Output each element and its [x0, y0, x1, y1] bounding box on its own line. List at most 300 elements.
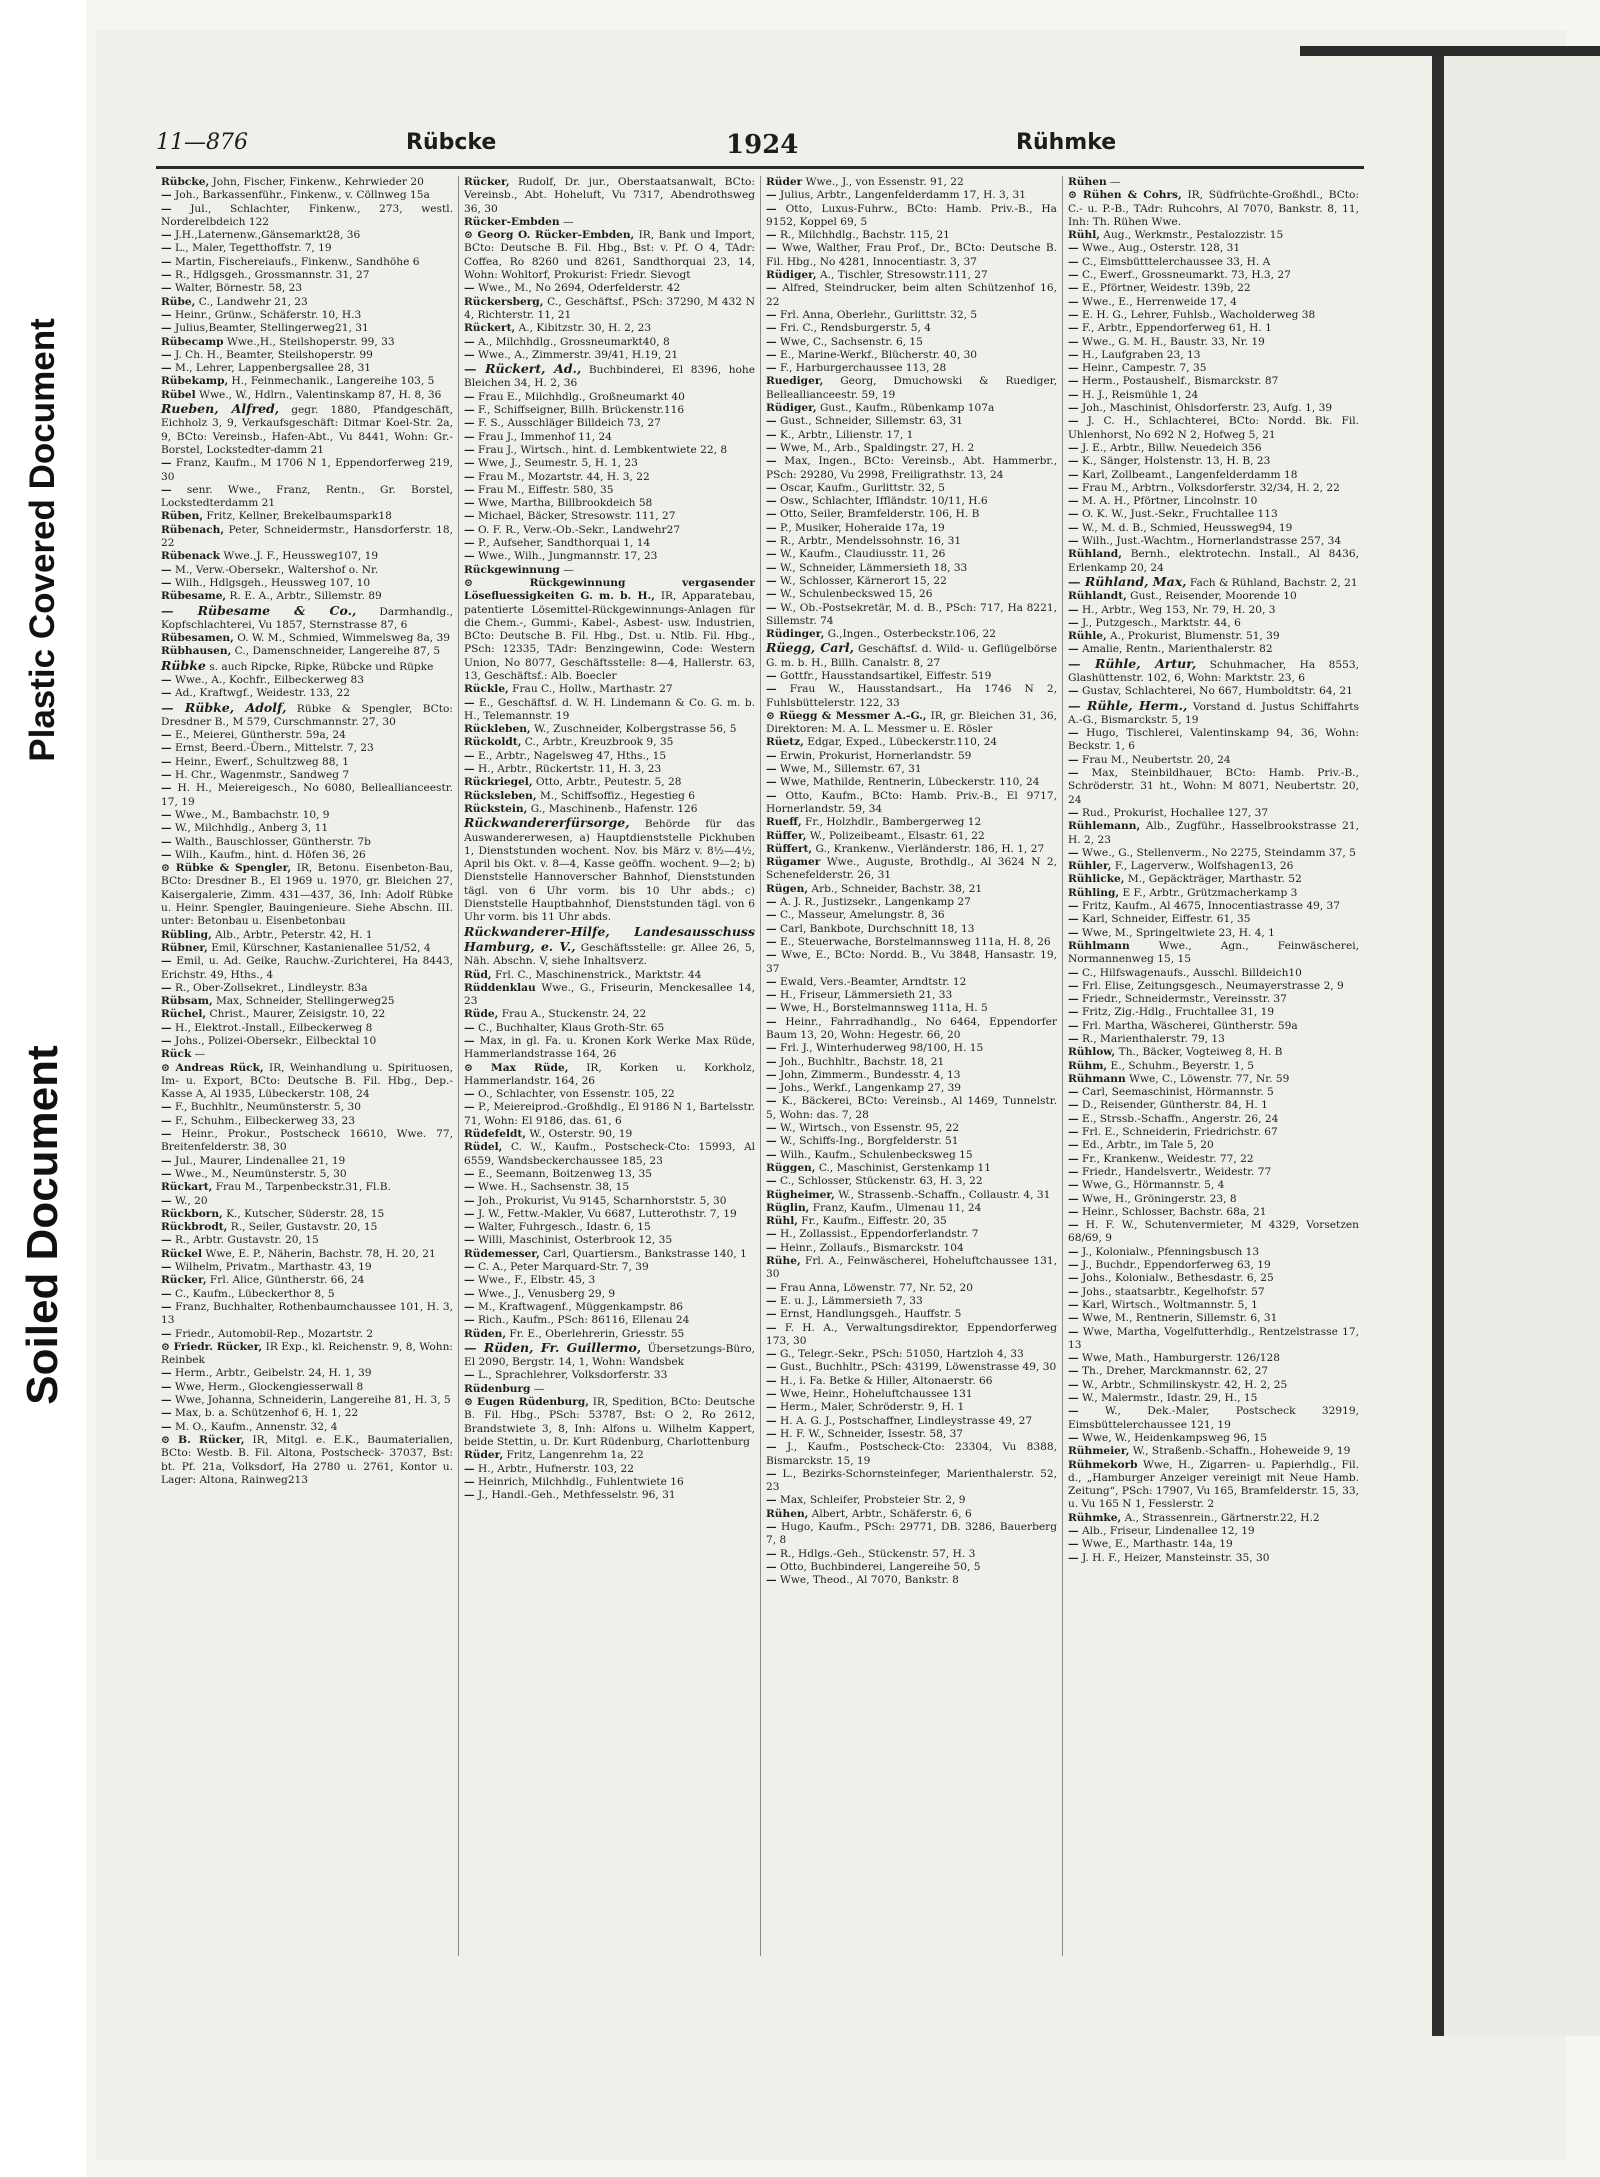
entry-details: Wwe, Heinr., Hoheluftchaussee 131 — [779, 1388, 973, 1401]
entry-name: ⊙ Rüegg & Messmer A.-G., — [766, 709, 927, 722]
entry-details: Wwe, Walther, Frau Prof., Dr., BCto: Deutsche B. Fil. Hbg., No 4281, Innocentiastr. 3, 37 — [766, 242, 1057, 268]
entry-details: W., Ob.-Postsekretär, M. d. B., PSch: 717, Ha 8221, Sillemstr. 74 — [766, 601, 1057, 627]
directory-entry — [766, 1242, 1057, 1255]
entry-details: IR, Apparatebau, patentierte Lösemittel-Rückgewinnungs-Anlagen für die Chem.-, Gummi-, Kabel-, Asbest- usw. Industrien, BCto: Deutsche B. Fil. Hbg., Dst. u. Ntlb. Fil. Hbg., PSch: 12335, TAdr: Benzingewinn, Code: Western Union, No 8077, Geschäftsstelle: 8—4, Hallerstr. 63, 13, Geschäftsf.: Alb. Boecler — [464, 590, 756, 682]
entry-name: — — [1068, 1312, 1079, 1325]
entry-name: Rühl, — [766, 1215, 798, 1228]
entry-name: — — [161, 1194, 172, 1207]
entry-name: Rückle, — [464, 683, 509, 696]
entry-details: Fritz, Zig.-Hdlg., Fruchtallee 31, 19 — [1081, 1006, 1275, 1019]
directory-entry — [1068, 189, 1359, 229]
directory-entry — [464, 1449, 755, 1462]
entry-name: — — [1068, 727, 1079, 740]
entry-details: R., Milchhdlg., Bachstr. 115, 21 — [779, 229, 950, 242]
entry-name: Rühling, — [1068, 886, 1120, 899]
entry-name: — — [766, 909, 777, 922]
entry-details: Julius, Arbtr., Langenfelderdamm 17, H. 3, 31 — [779, 189, 1027, 202]
entry-details: Heinr., Zollaufs., Bismarckstr. 104 — [779, 1241, 964, 1254]
entry-name: — — [766, 348, 777, 361]
entry-details: Frau J., Wirtsch., hint. d. Lembkentwiete 22, 8 — [477, 443, 728, 456]
entry-details: Wilhelm, Privatm., Marthastr. 43, 19 — [174, 1261, 372, 1274]
directory-entry — [1068, 1538, 1359, 1551]
directory-entry — [161, 309, 453, 322]
directory-entry — [161, 1394, 453, 1407]
entry-name: — — [464, 1021, 475, 1034]
entry-details: Max, Schneider, Stellingerweg25 — [216, 995, 395, 1008]
entry-name: — — [766, 322, 777, 335]
directory-entry — [464, 229, 755, 282]
entry-name: — — [1068, 1551, 1079, 1564]
directory-entry — [1068, 256, 1359, 269]
directory-entry — [161, 729, 453, 742]
entry-details: Otto, Luxus-Fuhrw., BCto: Hamb. Priv.-B., Ha 9152, Koppel 69, 5 — [766, 202, 1057, 228]
entry-name: — — [766, 1148, 777, 1161]
entry-details: Wwe., J., Venusberg 29, 9 — [477, 1287, 616, 1300]
directory-entry — [1068, 1392, 1359, 1405]
entry-details: Frl. A., Feinwäscherei, Hoheluftchaussee 131, 30 — [766, 1255, 1057, 1281]
entry-name: Rueben, Alfred, — [161, 401, 280, 417]
entry-name: — — [1068, 521, 1079, 534]
entry-name: — — [1068, 255, 1079, 268]
entry-details: Wwe, H., Borstelmannsweg 111a, H. 5 — [779, 1002, 988, 1015]
entry-details: Wwe., Agn., Feinwäscherei, Normannenweg 15, 15 — [1068, 939, 1359, 966]
entry-details: Frl. Anna, Oberlehr., Gurlittstr. 32, 5 — [779, 308, 978, 321]
directory-entry — [161, 242, 453, 255]
directory-entry — [161, 687, 453, 700]
directory-entry — [1068, 630, 1359, 643]
entry-name: — — [1068, 1205, 1079, 1218]
entry-name: — — [464, 763, 475, 776]
entry-name: Rück — [161, 1048, 192, 1061]
directory-entry — [464, 1288, 755, 1301]
entry-name: Rühlicke, — [1068, 873, 1125, 886]
entry-name: — — [161, 729, 172, 742]
directory-entry — [161, 849, 453, 862]
entry-details: Albert, Arbtr., Schäferstr. 6, 6 — [811, 1507, 972, 1520]
entry-name: — — [161, 755, 172, 768]
entry-details: Joh., Prokurist, Vu 9145, Scharnhorststr. 5, 30 — [477, 1194, 727, 1207]
entry-details: — — [1110, 176, 1121, 188]
directory-entry — [161, 782, 453, 809]
entry-details: C., Ewerf., Grossneumarkt. 73, H.3, 27 — [1081, 269, 1291, 282]
directory-entry — [1068, 1552, 1359, 1565]
directory-column-2 — [458, 176, 760, 1956]
entry-details: Wilh., Kaufm., hint. d. Höfen 36, 26 — [174, 848, 366, 861]
entry-details: R., Arbtr. Gustavstr. 20, 15 — [174, 1234, 319, 1247]
entry-name: Rühmann — [1068, 1072, 1126, 1085]
entry-details: W., Zuschneider, Kolbergstrasse 56, 5 — [533, 723, 737, 736]
entry-name: — — [464, 510, 475, 523]
entry-details: Joh., Maschinist, Ohlsdorferstr. 23, Aufg. 1, 39 — [1081, 402, 1333, 415]
entry-name: — — [766, 495, 777, 508]
directory-entry — [766, 1228, 1057, 1241]
entry-details: C., Schlosser, Stückenstr. 63, H. 3, 22 — [779, 1175, 983, 1188]
entry-name: — — [161, 202, 172, 215]
entry-details: Heinr., Fahrradhandlg., No 6464, Eppendorfer Baum 13, 20, Wohn: Hegestr. 66, 20 — [766, 1015, 1057, 1041]
entry-details: Franz, Buchhalter, Rothenbaumchaussee 101, H. 3, 13 — [161, 1300, 454, 1327]
entry-details: Darmhandlg., Kopfschlachterei, Vu 1857, Sternstrasse 87, 6 — [161, 605, 453, 631]
entry-name: — — [1068, 1365, 1079, 1378]
entry-name: Rühl, — [1068, 229, 1100, 242]
entry-name: — — [1068, 322, 1079, 335]
directory-entry — [1068, 269, 1359, 282]
entry-details: Wwe, M., Sillemstr. 67, 31 — [779, 763, 922, 776]
entry-name: — — [1068, 308, 1079, 321]
directory-entry — [1068, 727, 1359, 754]
directory-entry — [161, 822, 453, 835]
entry-details: Heinr., Schlosser, Bachstr. 68a, 21 — [1081, 1205, 1267, 1218]
entry-details: Frl. E., Schneiderin, Friedrichstr. 67 — [1081, 1126, 1278, 1139]
directory-entry — [1068, 1405, 1359, 1432]
entry-details: Max, Ingen., BCto: Vereinsb., Abt. Hammerbr., PSch: 29280, Vu 2998, Freiligrathstr. 13, 24 — [766, 455, 1057, 481]
entry-name: — — [161, 687, 172, 700]
entry-name: — — [766, 1374, 777, 1387]
directory-entry — [1068, 1193, 1359, 1206]
entry-details: Wwe., Auguste, Brothdlg., Al 3624 N 2, Schenefelderstr. 26, 31 — [766, 856, 1057, 882]
directory-entry — [1068, 1246, 1359, 1259]
entry-name: — — [1068, 535, 1079, 548]
entry-name: — — [464, 443, 475, 456]
directory-entry — [1068, 1272, 1359, 1285]
directory-entry — [1068, 1379, 1359, 1392]
entry-name: — — [766, 242, 777, 255]
entry-name: — — [1068, 1431, 1079, 1444]
entry-details: IR, Weinhandlung u. Spirituosen, Im- u. Export, BCto: Deutsche B. Fil. Hbg., Dep.-Kasse A, Al 1935, Lübeckerstr. 108, 24 — [161, 1061, 454, 1101]
directory-entry — [161, 229, 453, 242]
entry-details: Christ., Maurer, Zeisigstr. 10, 22 — [209, 1008, 386, 1021]
directory-entry — [766, 856, 1057, 883]
entry-details: F., Schuhm., Eilbeckerweg 33, 23 — [174, 1114, 356, 1127]
entry-details: Fach & Rühland, Bachstr. 2, 21 — [1189, 576, 1358, 589]
entry-details: H. F. W., Schneider, Issestr. 58, 37 — [779, 1427, 964, 1440]
entry-name: — — [161, 1101, 172, 1114]
directory-entry — [1068, 913, 1359, 926]
directory-entry — [161, 982, 453, 995]
directory-entry — [464, 1208, 755, 1221]
entry-details: Wwe., F., Elbstr. 45, 3 — [477, 1274, 596, 1287]
directory-entry — [1068, 1166, 1359, 1179]
directory-entry — [464, 577, 755, 683]
directory-entry — [1068, 1046, 1359, 1059]
entry-name: — — [161, 1035, 172, 1047]
directory-entry — [766, 602, 1057, 629]
directory-entry — [766, 362, 1057, 375]
entry-details: — — [533, 1382, 545, 1395]
entry-details: H., Arbtr., Weg 153, Nr. 79, H. 20, 3 — [1081, 603, 1276, 616]
entry-name: Rüdinger, — [766, 628, 825, 641]
entry-details: Carl, Bankbote, Durchschnitt 18, 13 — [779, 922, 975, 935]
entry-details: E., Arbtr., Nagelsweg 47, Hths., 15 — [477, 749, 667, 762]
directory-entry — [1068, 495, 1359, 508]
directory-entry — [766, 1135, 1057, 1148]
directory-entry — [766, 1308, 1057, 1321]
directory-entry — [1068, 1099, 1359, 1112]
directory-entry — [1068, 535, 1359, 548]
entry-name: — — [1068, 295, 1079, 308]
directory-entry — [1068, 1219, 1359, 1246]
entry-name: — — [766, 561, 777, 574]
directory-entry — [1068, 927, 1359, 940]
entry-name: Rühland, — [1068, 548, 1122, 561]
entry-name: Rübling, — [161, 928, 212, 941]
directory-entry — [766, 989, 1057, 1002]
directory-entry — [1068, 375, 1359, 388]
directory-entry — [1068, 389, 1359, 402]
entry-details: Wwe, E., Marthastr. 14a, 19 — [1081, 1538, 1233, 1551]
page-number: 11—876 — [156, 130, 248, 155]
entry-details: C., Buchhalter, Klaus Groth-Str. 65 — [477, 1021, 665, 1034]
entry-details: Wwe, W., Heidenkampsweg 96, 15 — [1081, 1431, 1268, 1444]
entry-details: Rud., Prokurist, Hochallee 127, 37 — [1081, 806, 1269, 819]
entry-details: J., Buchdr., Eppendorferweg 63, 19 — [1081, 1259, 1271, 1272]
entry-name: — — [1068, 269, 1079, 282]
entry-name: — — [464, 1194, 475, 1207]
entry-details: Frau M., Eiffestr. 580, 35 — [477, 483, 614, 496]
entry-details: Wwe, Mathilde, Rentnerin, Lübeckerstr. 110, 24 — [779, 776, 1040, 789]
entry-name: Rüde, — [464, 1008, 499, 1021]
entry-name: Rübcke, — [161, 176, 210, 188]
directory-entry — [161, 632, 453, 645]
entry-details: C., Arbtr., Kreuzbrook 9, 35 — [524, 736, 674, 749]
entry-name: — — [1068, 753, 1079, 766]
directory-entry — [464, 1341, 755, 1370]
directory-entry — [161, 590, 453, 603]
entry-name: — — [766, 1494, 777, 1507]
entry-name: — — [161, 576, 172, 589]
entry-details: W., Schulenbeckswed 15, 26 — [779, 588, 933, 601]
scan-sidebar — [0, 0, 86, 2177]
entry-name: Rühm, — [1068, 1059, 1108, 1072]
directory-entry — [1068, 508, 1359, 521]
entry-details: C., Masseur, Amelungstr. 8, 36 — [779, 909, 945, 922]
directory-entry — [464, 1369, 755, 1382]
entry-details: Wwe, M., Springeltwiete 23, H. 4, 1 — [1081, 926, 1275, 939]
entry-details: Wwe., M., Bambachstr. 10, 9 — [174, 808, 330, 821]
entry-details: Wwe., W., Hdlrn., Valentinskamp 87, H. 8, 36 — [199, 388, 442, 401]
entry-name: — — [1068, 1099, 1079, 1112]
entry-details: Geschäftsstelle: gr. Allee 26, 5, Näh. Abschn. V, siehe Inhaltsverz. — [464, 941, 755, 968]
entry-name: — — [766, 229, 777, 242]
entry-details: Alb., Arbtr., Peterstr. 42, H. 1 — [215, 928, 373, 941]
entry-details: Heinr., Grünw., Schäferstr. 10, H.3 — [174, 308, 362, 321]
directory-entry — [1068, 362, 1359, 375]
entry-details: P., Meiereiprod.-Großhdlg., El 9186 N 1, Bartelsstr. 71, Wohn: El 9186, das. 61, 6 — [464, 1101, 755, 1127]
entry-details: Johs., Polizei-Obersekr., Eilbecktal 10 — [174, 1035, 377, 1047]
entry-name: — — [161, 1287, 172, 1300]
entry-name: — — [161, 1261, 172, 1274]
directory-entry — [766, 923, 1057, 936]
directory-entry — [464, 404, 755, 417]
entry-details: IR, Spedition, BCto: Deutsche B. Fil. Hbg., PSch: 53787, Bst: O 2, Ro 2612, Brandstwiete 3, 8, Inh: Alfons u. Wilhelm Kappert, beide Stettin, u. Dr. Kurt Rüdenburg, Charlottenburg — [464, 1396, 756, 1448]
entry-details: M., Verw.-Obersekr., Waltershof o. Nr. — [174, 563, 379, 576]
entry-name: — — [464, 1287, 475, 1300]
entry-details: H., Arbtr., Rückertstr. 11, H. 3, 23 — [477, 763, 662, 776]
entry-name: — — [766, 189, 777, 202]
directory-entry — [161, 1234, 453, 1247]
entry-details: E., Seemann, Boitzenweg 13, 35 — [477, 1167, 653, 1180]
entry-name: — — [464, 1088, 475, 1101]
directory-entry — [161, 942, 453, 955]
directory-entry — [161, 269, 453, 282]
entry-name: Ruediger, — [766, 375, 824, 388]
entry-name: — — [161, 1234, 172, 1247]
entry-details: C., Landwehr 21, 23 — [198, 295, 308, 308]
entry-details: H., Arbtr., Hufnerstr. 103, 22 — [477, 1462, 634, 1475]
directory-entry — [161, 256, 453, 269]
directory-entry — [161, 1274, 453, 1287]
entry-details: W., Polizeibeamt., Elsastr. 61, 22 — [809, 829, 985, 842]
entry-details: Hugo, Kaufm., PSch: 29771, DB. 3286, Bauerberg 7, 8 — [766, 1520, 1057, 1547]
entry-name: ⊙ Georg O. Rücker-Embden, — [464, 229, 635, 242]
entry-details: Wwe.,J. F., Heussweg107, 19 — [223, 550, 379, 563]
entry-name: — — [766, 1308, 777, 1321]
entry-name: Rübesamen, — [161, 632, 234, 645]
entry-details: Walter, Fuhrgesch., Idastr. 6, 15 — [477, 1221, 651, 1234]
entry-details: IR Exp., kl. Reichenstr. 9, 8, Wohn: Reinbek — [161, 1340, 453, 1367]
entry-name: — — [766, 1095, 777, 1108]
directory-entry — [161, 1407, 453, 1420]
entry-details: L., Bezirks-Schornsteinfeger, Marienthalerstr. 52, 23 — [766, 1467, 1057, 1494]
directory-entry — [464, 322, 755, 335]
entry-details: Frau M., Neubertstr. 20, 24 — [1081, 753, 1231, 766]
entry-name: — — [1068, 468, 1079, 481]
entry-details: Ernst, Handlungsgeh., Hauffstr. 5 — [779, 1308, 962, 1321]
entry-details: C., Eimsbütttelerchaussee 33, H. A — [1081, 255, 1271, 268]
entry-name: Rückel — [161, 1247, 203, 1260]
entry-name: ⊙ Rückgewinnung vergasender Lösefluessigkeiten G. m. b. H., — [464, 576, 755, 603]
entry-details: M., Schiffsoffiz., Hegestieg 6 — [539, 789, 696, 802]
entry-name: — — [1068, 1352, 1079, 1365]
entry-name: — — [1068, 806, 1079, 819]
entry-details: Peter, Schneidermstr., Hansdorferstr. 18, 22 — [161, 523, 454, 550]
entry-name: Rüddenklau — [464, 981, 536, 994]
entry-details: Wwe, J., Seumestr. 5, H. 1, 23 — [477, 457, 638, 470]
directory-entry — [1068, 1259, 1359, 1272]
entry-name: — — [766, 922, 777, 935]
entry-details: F. S., Ausschläger Billdeich 73, 27 — [477, 417, 661, 430]
entry-details: H., i. Fa. Betke & Hiller, Altonaerstr. 66 — [779, 1374, 993, 1387]
entry-details: R. E. A., Arbtr., Sillemstr. 89 — [229, 590, 382, 603]
entry-details: Th., Dreher, Marckmannstr. 62, 27 — [1081, 1365, 1269, 1378]
entry-name: ⊙ Rühen & Cohrs, — [1068, 189, 1182, 202]
directory-entry — [161, 1035, 453, 1048]
entry-name: — — [1068, 926, 1079, 939]
entry-details: Erwin, Prokurist, Hornerlandstr. 59 — [779, 749, 972, 762]
entry-details: senr. Wwe., Franz, Rentn., Gr. Borstel, Lockstedterdamm 21 — [161, 483, 453, 510]
entry-name: — — [766, 202, 777, 215]
entry-details: W., Milchhdlg., Anberg 3, 11 — [174, 822, 329, 835]
directory-entry — [464, 216, 755, 229]
entry-details: Frau A., Stuckenstr. 24, 22 — [501, 1008, 647, 1021]
entry-name: Rüden, — [464, 1327, 507, 1340]
directory-entry — [464, 1314, 755, 1327]
entry-details: O. K. W., Just.-Sekr., Fruchtallee 113 — [1081, 508, 1278, 521]
directory-entry — [766, 1016, 1057, 1043]
entry-name: — — [161, 1420, 172, 1433]
entry-details: Geschäftsf. d. Wild- u. Geflügelbörse G. m. b. H., Billh. Canalstr. 8, 27 — [766, 643, 1057, 669]
entry-details: A., Prokurist, Blumenstr. 51, 39 — [1110, 630, 1280, 643]
directory-entry — [161, 1181, 453, 1194]
entry-name: — — [1068, 1112, 1079, 1125]
entry-details: Th., Bäcker, Vogteiweg 8, H. B — [1118, 1046, 1283, 1059]
entry-details: Wwe, C., Löwenstr. 77, Nr. 59 — [1129, 1072, 1290, 1085]
entry-name: — — [1068, 1392, 1079, 1405]
entry-details: Fritz, Kaufm., Al 4675, Innocentiastrasse 49, 37 — [1081, 900, 1341, 913]
entry-name: — — [464, 417, 475, 430]
entry-name: — — [161, 673, 172, 686]
directory-entry — [464, 1248, 755, 1261]
directory-entry — [1068, 993, 1359, 1006]
entry-details: Alb., Zugführ., Hasselbrookstrasse 21, H. 2, 23 — [1068, 820, 1359, 846]
directory-entry — [1068, 1512, 1359, 1525]
entry-name: — — [464, 483, 475, 496]
year-heading: 1924 — [726, 130, 799, 160]
directory-entry — [161, 756, 453, 769]
entry-details: Wwe. H., Sachsenstr. 38, 15 — [477, 1181, 630, 1194]
directory-entry — [1068, 767, 1359, 807]
entry-details: Ad., Kraftwgf., Weidestr. 133, 22 — [174, 687, 350, 700]
directory-entry — [161, 362, 453, 375]
entry-details: Übersetzungs-Büro, El 2090, Bergstr. 14, 1, Wohn: Wandsbek — [464, 1342, 756, 1369]
entry-name: Rügamer — [766, 856, 821, 869]
entry-details: G., Telegr.-Sekr., PSch: 51050, Hartzloh 4, 33 — [779, 1348, 1024, 1361]
entry-name: — Rückert, Ad., — [464, 361, 582, 377]
directory-entry — [161, 1115, 453, 1128]
entry-details: A., Strassenrein., Gärtnerstr.22, H.2 — [1124, 1511, 1320, 1524]
entry-details: H., Elektrot.-Install., Eilbeckerweg 8 — [174, 1021, 373, 1034]
entry-name: — — [766, 776, 777, 789]
entry-details: Fritz, Kellner, Brekelbaumspark18 — [206, 510, 392, 523]
entry-name: Rückwanderer-Hilfe, Landesausschuss Hamburg, e. V., — [464, 923, 755, 954]
entry-details: Wwe, H., Zigarren- u. Papierhdlg., Fil. d., „Hamburger Anzeiger vereinigt mit Neue Hamb. Zeitung“, PSch: 17907, Vu 165, Bramfelderstr. 15, 33, u. Vu 165 N 1, Fesslerstr. 2 — [1068, 1458, 1360, 1511]
entry-details: Fr. E., Oberlehrerin, Griesstr. 55 — [509, 1327, 685, 1340]
directory-entry — [1068, 900, 1359, 913]
directory-entry — [464, 736, 755, 749]
directory-entry — [1068, 604, 1359, 617]
directory-entry — [464, 816, 755, 924]
directory-entry — [464, 431, 755, 444]
entry-name: — — [1068, 979, 1079, 992]
entry-details: Ewald, Vers.-Beamter, Arndtstr. 12 — [779, 975, 967, 988]
entry-details: J. C. H., Schlachterei, BCto: Nordd. Bk. Fil. Uhlenhorst, No 692 N 2, Hofweg 5, 21 — [1068, 415, 1359, 441]
entry-details: Behörde für das Auswandererwesen, a) Hauptdienststelle Pickhuben 1, Dienststunden wochent. Nov. bis März v. 8½—4½, April bis Okt. v. 8—4, Kasse geöffn. wochent. 9—2; b) Dienststelle Hannoverscher Bahnhof, Dienststunden tägl. von 6 Uhr vorm. bis 10 Uhr abds.; c) Dienststelle Hauptbahnhof, Dienststunden tägl. von 6 Uhr vorm. bis 11 Uhr abds. — [464, 818, 755, 924]
directory-entry — [766, 1361, 1057, 1374]
entry-name: — — [766, 763, 777, 776]
entry-name: — — [1068, 1259, 1079, 1272]
directory-entry — [161, 836, 453, 849]
entry-name: Rücker, — [161, 1274, 207, 1287]
entry-name: ⊙ Eugen Rüdenburg, — [464, 1396, 589, 1409]
directory-entry — [1068, 980, 1359, 993]
directory-entry — [1068, 1153, 1359, 1166]
entry-details: C. A., Peter Marquard-Str. 7, 39 — [477, 1261, 649, 1274]
entry-name: — — [161, 189, 172, 202]
entry-details: Wwe., Wilh., Jungmannstr. 17, 23 — [477, 550, 658, 563]
directory-entry — [161, 659, 453, 674]
directory-entry — [1068, 754, 1359, 767]
directory-entry — [766, 336, 1057, 349]
directory-entry — [464, 176, 755, 216]
directory-entry — [1068, 1033, 1359, 1046]
entry-name: — — [1068, 1019, 1079, 1032]
entry-details: E., Strssb.-Schaffn., Angerstr. 26, 24 — [1081, 1112, 1279, 1125]
entry-name: Rüchel, — [161, 1008, 207, 1021]
directory-entry — [161, 1421, 453, 1434]
entry-details: Frau E., Milchhdlg., Großneumarkt 40 — [477, 390, 685, 403]
directory-entry — [1068, 873, 1359, 886]
entry-details: F., Harburgerchaussee 113, 28 — [779, 362, 947, 375]
entry-details: Otto, Arbtr., Peutestr. 5, 28 — [535, 776, 682, 789]
